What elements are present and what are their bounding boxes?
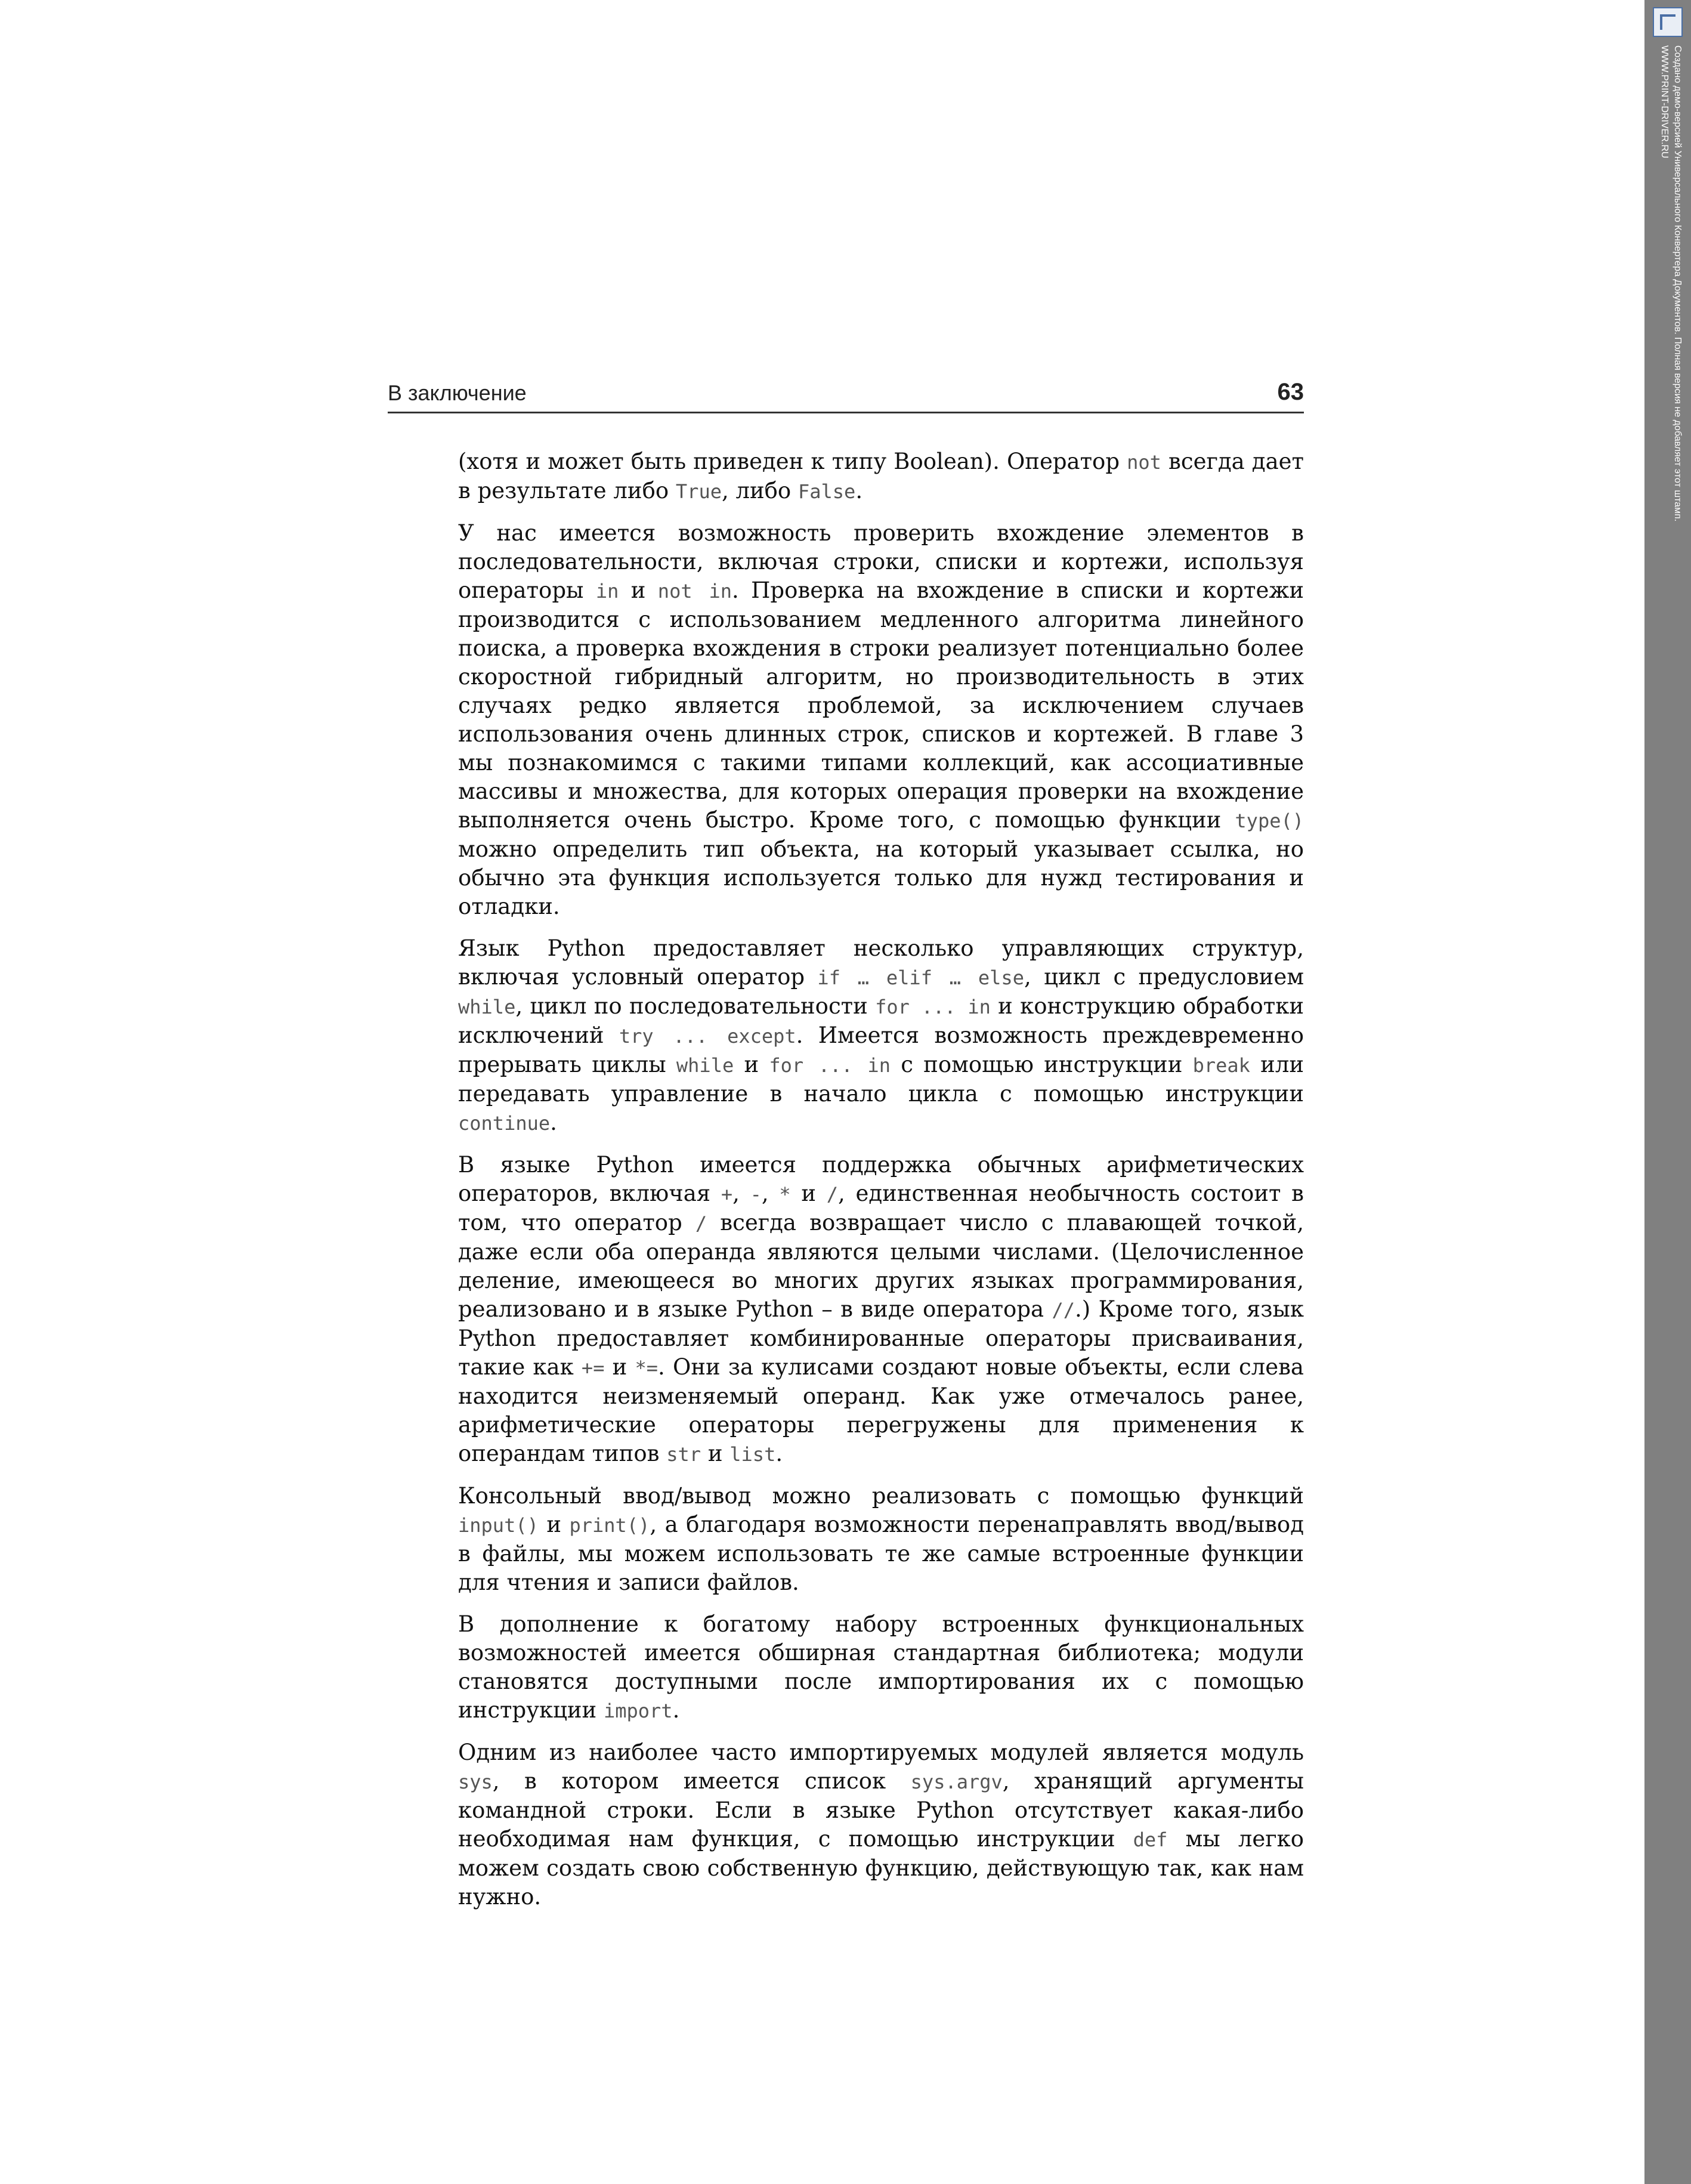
watermark-line-2: WWW.PRINT-DRIVER.RU (1659, 45, 1670, 159)
inline-code: sys (458, 1771, 493, 1793)
text-run: Одним из наиболее часто импортируемых модулей является модуль (458, 1740, 1304, 1765)
page-header (388, 376, 1304, 413)
page-number: 63 (1277, 379, 1304, 405)
inline-code: + (721, 1183, 733, 1206)
watermark-line-1: Создано демо-версией Универсального Конвертера Документов. Полная версия не добавляет этот штамп. (1673, 45, 1683, 522)
inline-code: break (1192, 1054, 1250, 1077)
inline-code: / (695, 1212, 707, 1235)
inline-code: continue (458, 1112, 551, 1135)
text-run: можно определить тип объекта, на который указывает ссылка, но обычно эта функция используется только для нужд тестирования и отладки. (458, 836, 1304, 919)
inline-code: False (797, 480, 856, 503)
text-run: , а благодаря возможности перенаправлять ввод/вывод в файлы, мы можем использовать те же самые встроенные функции для чтения и записи файлов. (458, 1512, 1304, 1595)
watermark-text (1658, 45, 1684, 521)
text-run: и (538, 1512, 570, 1537)
text-run: , цикл по последовательности (515, 993, 876, 1019)
inline-code: while (458, 996, 516, 1018)
text-run: Язык Python предоставляет несколько управляющих структур, включая условный оператор (458, 935, 1304, 990)
text-run: мы легко можем создать свою собственную функцию, действующую так, как нам нужно. (458, 1826, 1304, 1910)
inline-code: in (595, 580, 619, 603)
inline-code: list (729, 1443, 776, 1466)
text-run: В языке Python имеется поддержка обычных арифметических операторов, включая (458, 1152, 1304, 1206)
text-run: У нас имеется возможность проверить вхождение элементов в последовательности, включая строки, списки и кортежи, используя операторы (458, 520, 1304, 603)
paragraph (458, 1151, 1304, 1469)
inline-code: while (676, 1054, 734, 1077)
inline-code: def (1133, 1828, 1168, 1851)
text-run: и конструкцию обработки исключений (458, 993, 1304, 1048)
text-run: всегда дает в результате либо (458, 449, 1304, 503)
inline-code: not in (657, 580, 732, 603)
paragraph (458, 934, 1304, 1138)
watermark-sidebar (1644, 0, 1691, 2184)
text-run: и (701, 1441, 730, 1466)
converter-logo-icon (1653, 7, 1683, 37)
text-run: , в котором имеется список (492, 1768, 911, 1794)
inline-code: / (826, 1183, 838, 1206)
inline-code: for ... in (769, 1054, 891, 1077)
text-run: , (732, 1181, 750, 1206)
text-run: . Проверка на вхождение в списки и кортежи производится с использованием медленного алгоритма линейного поиска, а проверка вхождения в строки реализует потенциально более скоростной гибридный алгоритм, но производительность в этих случаях редко является проблемой, за исключением случаев использования очень длинных строк, списков и кортежей. В главе 3 мы познакомимся с такими типами коллекций, как ассоциативные массивы и множества, для которых операция проверки на вхождение выполняется очень быстро. Кроме того, с помощью функции (458, 577, 1304, 833)
text-run: всегда возвращает число с плавающей точкой, даже если оба операнда являются целыми числами. (Целочисленное деление, имеющееся во многих других языках программирования, реализовано и в языке Python – в виде оператора (458, 1210, 1304, 1322)
inline-code: // (1052, 1299, 1075, 1321)
text-run: , либо (721, 478, 798, 503)
inline-code: import (603, 1700, 673, 1722)
paragraph (458, 1738, 1304, 1911)
body-text (458, 447, 1304, 1924)
inline-code: += (581, 1357, 605, 1379)
text-run: . Они за кулисами создают новые объекты, если слева находится неизменяемый операнд. Как уже отмечалось ранее, арифметические операторы перегружены для применения к операндам типов (458, 1354, 1304, 1466)
text-run: . Имеется возможность преждевременно прерывать циклы (458, 1023, 1304, 1077)
text-run: и (790, 1181, 827, 1206)
text-run: , хранящий аргументы командной строки. Если в языке Python отсутствует какая-либо необходимая нам функция, с помощью инструкции (458, 1768, 1304, 1852)
text-run: (хотя и может быть приведен к типу Boolean). Оператор (458, 449, 1127, 474)
text-run: и (734, 1052, 769, 1077)
inline-code: True (675, 480, 722, 503)
text-run: . (775, 1441, 783, 1466)
text-run: и (604, 1354, 635, 1380)
inline-code: not (1127, 451, 1161, 474)
inline-code: if … elif … else (817, 966, 1024, 989)
inline-code: try ... except (619, 1025, 796, 1048)
text-run: , (761, 1181, 780, 1206)
text-run: .) Кроме того, язык Python предоставляет комбинированные операторы присваивания, такие как (458, 1296, 1304, 1380)
inline-code: for ... in (875, 996, 991, 1018)
paragraph (458, 1482, 1304, 1597)
text-run: , единственная необычность состоит в том, что оператор (458, 1181, 1304, 1235)
text-run: и (619, 577, 658, 603)
paragraph (458, 519, 1304, 921)
inline-code: type() (1235, 810, 1304, 832)
inline-code: sys.argv (910, 1771, 1003, 1793)
inline-code: str (666, 1443, 701, 1466)
text-run: . (855, 478, 863, 503)
inline-code: - (750, 1183, 762, 1206)
text-run: . (672, 1697, 680, 1723)
paragraph (458, 1610, 1304, 1725)
running-header-title: В заключение (388, 381, 527, 405)
text-run: . (550, 1110, 557, 1135)
text-run: или передавать управление в начало цикла с помощью инструкции (458, 1052, 1304, 1107)
inline-code: input() (458, 1514, 539, 1537)
text-run: Консольный ввод/вывод можно реализовать с помощью функций (458, 1483, 1304, 1509)
inline-code: *= (635, 1357, 659, 1379)
inline-code: * (779, 1183, 791, 1206)
text-run: , цикл с предусловием (1024, 964, 1304, 990)
text-run: В дополнение к богатому набору встроенных функциональных возможностей имеется обширная стандартная библиотека; модули становятся доступными после импортирования их с помощью инструкции (458, 1611, 1304, 1723)
paragraph (458, 447, 1304, 506)
inline-code: print() (569, 1514, 650, 1537)
text-run: с помощью инструкции (890, 1052, 1193, 1077)
